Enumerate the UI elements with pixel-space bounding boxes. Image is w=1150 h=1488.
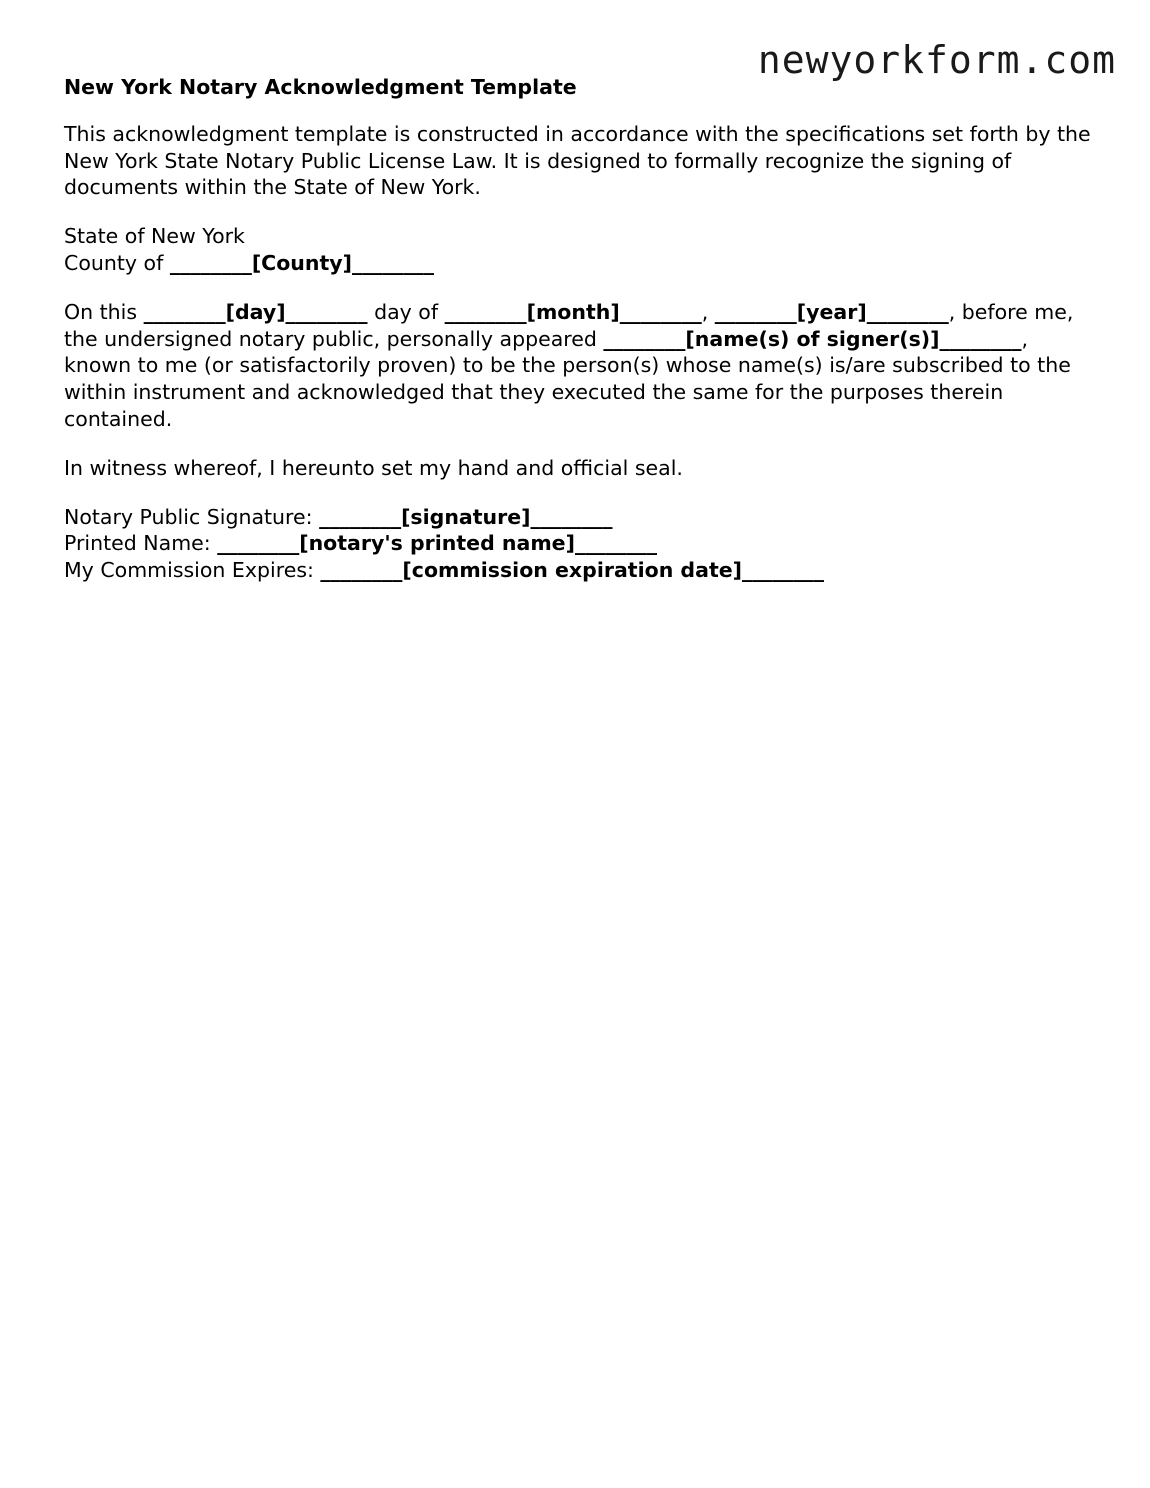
signature-block xyxy=(64,504,1094,584)
signature-line xyxy=(64,504,1094,531)
ack-text-5: , known to me (or satisfactorily proven) to be the person(s) whose name(s) is/are subscribed to the within instrument and acknowledged that they executed the same for the purposes therein contained. xyxy=(64,326,1071,431)
year-field: ________[year]________ xyxy=(714,299,949,324)
document-page xyxy=(64,74,1094,606)
ack-text-3: , xyxy=(701,299,715,324)
printed-name-line xyxy=(64,530,1094,557)
county-label: County of xyxy=(64,250,170,275)
printed-name-label: Printed Name: xyxy=(64,531,218,556)
commission-line xyxy=(64,557,1094,584)
ack-text-1: On this xyxy=(64,299,144,324)
document-title: New York Notary Acknowledgment Template xyxy=(64,75,577,99)
commission-label: My Commission Expires: xyxy=(64,558,321,583)
signature-label: Notary Public Signature: xyxy=(64,504,320,529)
month-field: ________[month]________ xyxy=(444,299,702,324)
site-watermark: newyorkform.com xyxy=(757,38,1116,82)
day-field: ________[day]________ xyxy=(143,299,368,324)
witness-paragraph: In witness whereof, I hereunto set my hand and official seal. xyxy=(64,455,683,480)
venue-state: State of New York xyxy=(64,224,245,249)
venue-block xyxy=(64,223,1094,277)
signature-field: ________[signature]________ xyxy=(319,504,613,529)
commission-field: ________[commission expiration date]________ xyxy=(320,558,825,583)
printed-name-field: ________[notary's printed name]________ xyxy=(217,531,657,556)
county-field: ________[County]________ xyxy=(169,250,435,275)
ack-text-2: day of xyxy=(367,299,445,324)
venue-county xyxy=(64,250,1094,277)
intro-paragraph: This acknowledgment template is constructed in accordance with the specifications set forth by the New York State Notary Public License Law. It is designed to formally recognize the signing of documents within the State of New York. xyxy=(64,121,1091,200)
acknowledgment-paragraph xyxy=(64,299,1094,433)
ack-text-4: , before me, the undersigned notary public, personally appeared xyxy=(64,299,1074,351)
signer-field: ________[name(s) of signer(s)]________ xyxy=(603,326,1022,351)
